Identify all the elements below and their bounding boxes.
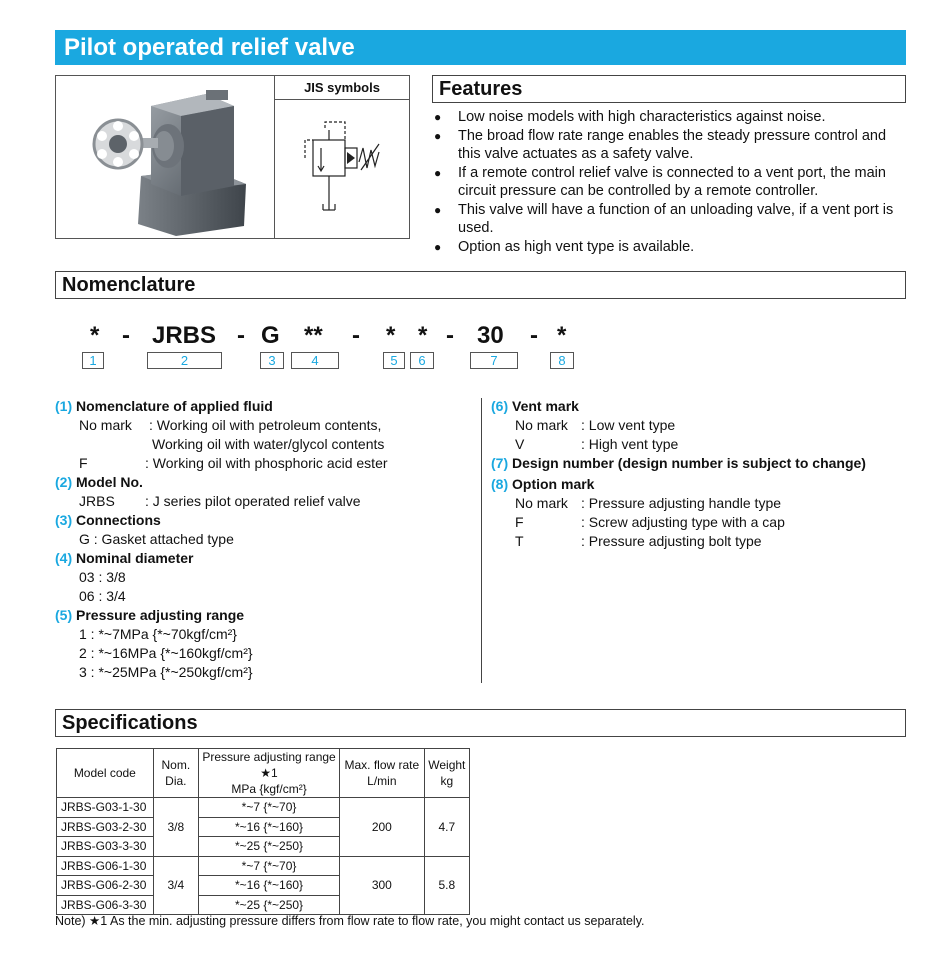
item-number: (8) <box>491 476 509 492</box>
item-number: (1) <box>55 398 73 414</box>
cell-pressure: *~7 {*~70} <box>199 856 340 876</box>
col-nom-dia: Nom. Dia. <box>153 749 198 798</box>
item-value: 3 : *~25MPa {*~250kgf/cm²} <box>79 664 253 680</box>
cell-model: JRBS-G03-1-30 <box>57 798 154 818</box>
nomenclature-heading: Nomenclature <box>55 271 906 299</box>
item-heading: Vent mark <box>512 398 579 414</box>
cell-model: JRBS-G06-3-30 <box>57 895 154 915</box>
code-dash: - <box>530 322 538 349</box>
code-segment-8: * <box>557 322 567 349</box>
valve-photo <box>56 76 274 238</box>
item-number: (6) <box>491 398 509 414</box>
item-number: (3) <box>55 512 73 528</box>
cell-model: JRBS-G06-2-30 <box>57 876 154 896</box>
cell-nom-dia: 3/4 <box>153 856 198 915</box>
cell-weight: 5.8 <box>424 856 469 915</box>
table-row <box>57 798 470 818</box>
cell-weight: 4.7 <box>424 798 469 857</box>
col-pressure-range: Pressure adjusting range ★1 MPa {kgf/cm²} <box>199 749 340 798</box>
jis-symbols-title: JIS symbols <box>275 76 409 100</box>
feature-item: ● Low noise models with high characteristics against noise. <box>432 108 907 127</box>
item-heading: Connections <box>76 512 161 528</box>
item-value: : Pressure adjusting bolt type <box>581 533 762 549</box>
code-dash: - <box>122 322 130 349</box>
jis-symbol-panel <box>274 76 409 238</box>
cell-pressure: *~25 {*~250} <box>199 837 340 857</box>
item-value: 03 : 3/8 <box>79 569 126 585</box>
item-value: 1 : *~7MPa {*~70kgf/cm²} <box>79 626 237 642</box>
item-heading: Nomenclature of applied fluid <box>76 398 273 414</box>
item-key: No mark <box>515 495 568 511</box>
col-weight: Weight kg <box>424 749 469 798</box>
item-key: V <box>515 436 525 452</box>
model-code-pattern <box>78 322 598 352</box>
code-box-8: 8 <box>550 352 574 369</box>
item-heading: Model No. <box>76 474 143 490</box>
feature-item: ● The broad flow rate range enables the steady pressure control and this valve actuates as a safety valve. <box>432 127 907 164</box>
code-box-3: 3 <box>260 352 284 369</box>
code-box-7: 7 <box>470 352 518 369</box>
features-heading: Features <box>432 75 906 103</box>
code-segment-4: ** <box>304 322 323 349</box>
item-value: 2 : *~16MPa {*~160kgf/cm²} <box>79 645 253 661</box>
code-dash: - <box>352 322 360 349</box>
item-value: : J series pilot operated relief valve <box>145 493 361 509</box>
features-list <box>432 108 907 256</box>
specifications-note: Note) ★1 As the min. adjusting pressure differs from flow rate to flow rate, you might contact us separately. <box>55 914 645 928</box>
item-value: : Low vent type <box>581 417 676 433</box>
code-dash: - <box>446 322 454 349</box>
code-segment-5: * <box>386 322 396 349</box>
item-value: G : Gasket attached type <box>79 531 234 547</box>
feature-item: ● This valve will have a function of an unloading valve, if a vent port is used. <box>432 201 907 238</box>
table-row <box>57 856 470 876</box>
cell-pressure: *~16 {*~160} <box>199 876 340 896</box>
item-heading: Pressure adjusting range <box>76 607 245 623</box>
code-box-4: 4 <box>291 352 339 369</box>
cell-pressure: *~7 {*~70} <box>199 798 340 818</box>
cell-model: JRBS-G06-1-30 <box>57 856 154 876</box>
code-segment-7: 30 <box>477 322 504 349</box>
item-key: JRBS <box>79 493 115 509</box>
nomenclature-right-column <box>491 397 911 551</box>
table-header-row <box>57 749 470 798</box>
feature-item: ● Option as high vent type is available. <box>432 238 907 257</box>
item-value: : Working oil with phosphoric acid ester <box>145 455 388 471</box>
cell-nom-dia: 3/8 <box>153 798 198 857</box>
item-number: (7) <box>491 455 509 471</box>
code-dash: - <box>237 322 245 349</box>
code-segment-6: * <box>418 322 428 349</box>
item-key: No mark <box>79 417 132 433</box>
item-number: (5) <box>55 607 73 623</box>
item-heading: Option mark <box>512 476 595 492</box>
nomenclature-left-column <box>55 397 475 682</box>
specifications-heading: Specifications <box>55 709 906 737</box>
relief-valve-symbol <box>275 100 410 238</box>
cell-model: JRBS-G03-2-30 <box>57 817 154 837</box>
item-heading: Nominal diameter <box>76 550 194 566</box>
item-value: Working oil with water/glycol contents <box>152 436 385 452</box>
feature-item: ● If a remote control relief valve is connected to a vent port, the main circuit pressure can be controlled by a remote controller. <box>432 164 907 201</box>
item-key: F <box>515 514 524 530</box>
item-key: T <box>515 533 524 549</box>
item-value: : Screw adjusting type with a cap <box>581 514 785 530</box>
code-box-2: 2 <box>147 352 222 369</box>
code-box-6: 6 <box>410 352 434 369</box>
column-divider <box>481 398 482 683</box>
item-value: : High vent type <box>581 436 679 452</box>
item-number: (4) <box>55 550 73 566</box>
code-segment-3: G <box>261 322 280 349</box>
code-box-1: 1 <box>82 352 104 369</box>
item-value: : Pressure adjusting handle type <box>581 495 782 511</box>
col-max-flow: Max. flow rate L/min <box>340 749 425 798</box>
item-value: 06 : 3/4 <box>79 588 126 604</box>
item-heading: Design number (design number is subject to change) <box>512 455 866 471</box>
specifications-table <box>56 748 470 915</box>
cell-pressure: *~25 {*~250} <box>199 895 340 915</box>
code-segment-1: * <box>90 322 100 349</box>
page-title: Pilot operated relief valve <box>55 30 906 65</box>
code-segment-2: JRBS <box>152 322 217 349</box>
item-number: (2) <box>55 474 73 490</box>
cell-flow: 300 <box>340 856 425 915</box>
cell-pressure: *~16 {*~160} <box>199 817 340 837</box>
item-key: No mark <box>515 417 568 433</box>
cell-flow: 200 <box>340 798 425 857</box>
cell-model: JRBS-G03-3-30 <box>57 837 154 857</box>
col-model-code: Model code <box>57 749 154 798</box>
product-image-panel <box>55 75 410 239</box>
item-key: F <box>79 455 88 471</box>
code-box-5: 5 <box>383 352 405 369</box>
item-value: : Working oil with petroleum contents, <box>149 417 382 433</box>
